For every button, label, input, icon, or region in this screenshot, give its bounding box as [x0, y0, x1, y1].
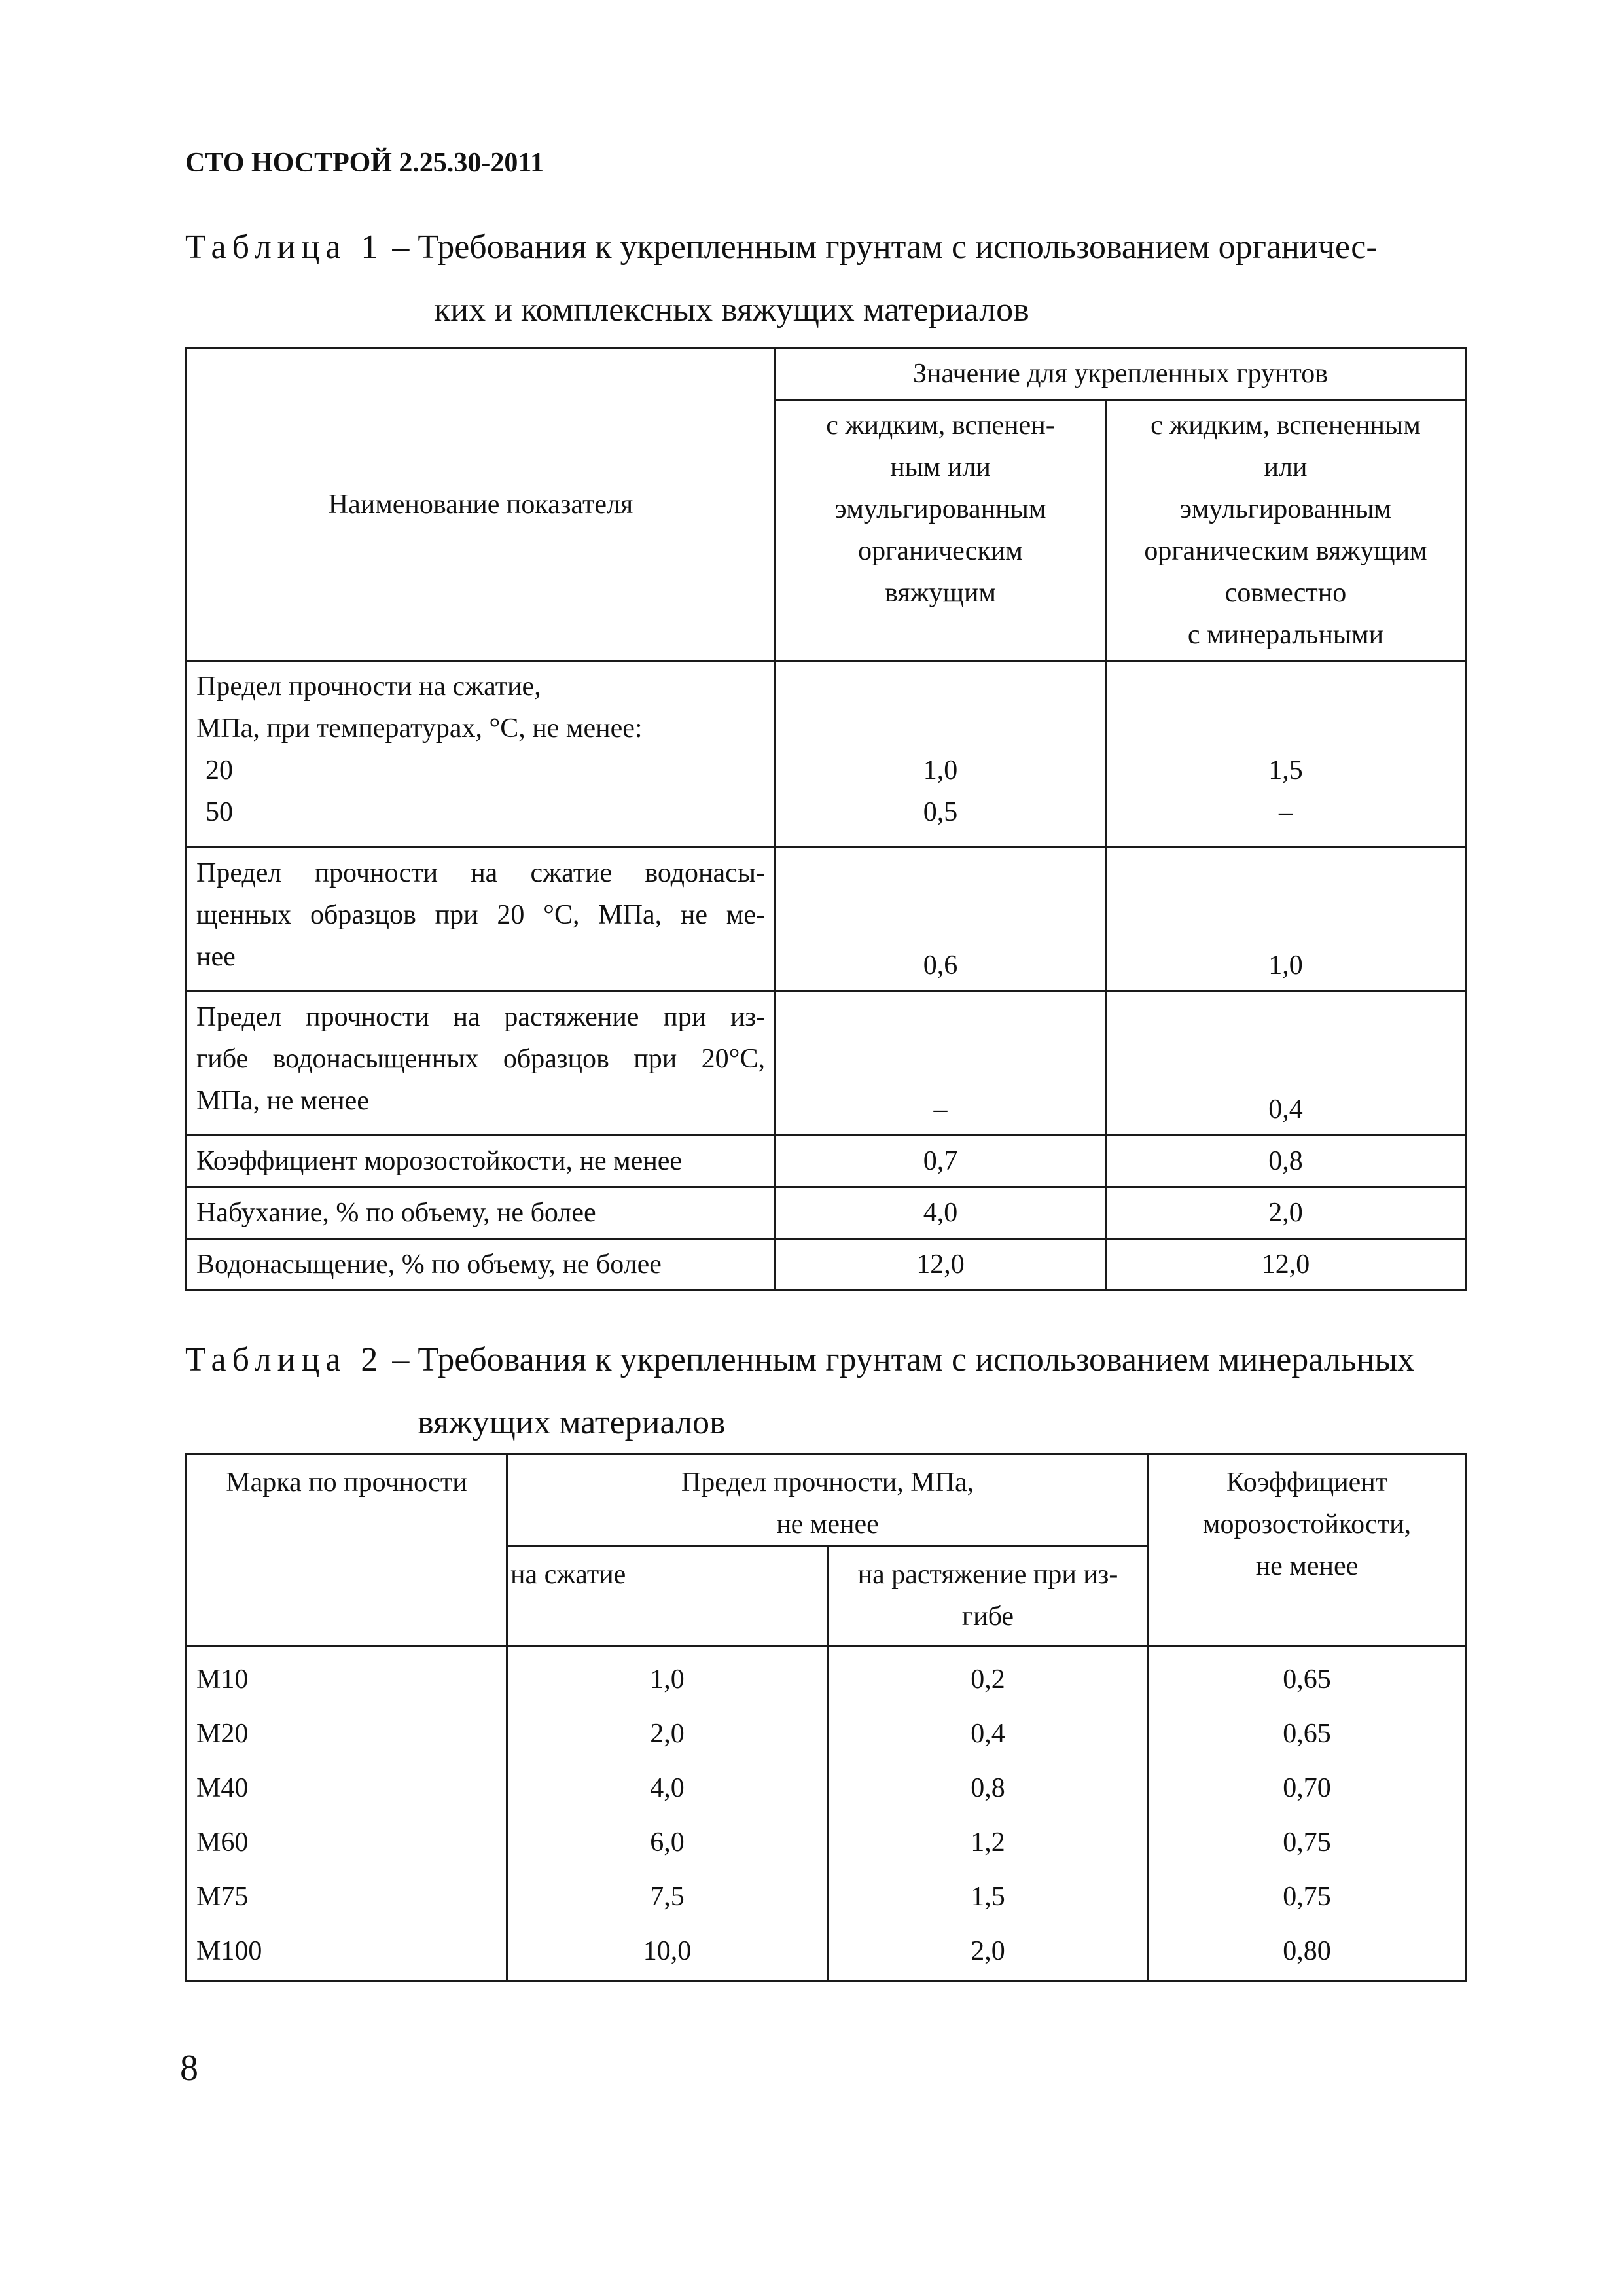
row-name-line: 20 — [205, 755, 233, 785]
row-name-cell: Коэффициент морозостойкости, не менее — [187, 1136, 776, 1187]
compress-cell: 10,0 — [643, 1936, 692, 1966]
row-name-cell — [187, 848, 776, 992]
row-value-b — [1106, 661, 1466, 848]
row-name-line: МПа, при температурах, °С, не менее: — [196, 713, 643, 744]
header-line: или — [1264, 452, 1308, 482]
row-value-a: 4,0 — [776, 1187, 1106, 1239]
compress-cell: 1,0 — [650, 1664, 685, 1695]
row-name-cell — [187, 992, 776, 1136]
table2-header-grade: Марка по прочности — [187, 1454, 507, 1647]
row-value-b: 2,0 — [1106, 1187, 1466, 1239]
header-line: органическим — [858, 536, 1023, 566]
table-row — [187, 1187, 1466, 1239]
value-line: 0,5 — [923, 797, 958, 827]
header-line: Предел прочности, МПа, — [681, 1467, 974, 1498]
table1-caption — [185, 216, 1465, 342]
header-line: совместно — [1224, 578, 1347, 608]
frost-cell: 0,65 — [1283, 1664, 1331, 1695]
table-row — [187, 992, 1466, 1136]
header-line: морозостойкости, — [1202, 1509, 1412, 1539]
header-line: ным или — [890, 452, 991, 482]
grade-cell: М10 — [196, 1664, 249, 1695]
grade-cell: М20 — [196, 1719, 249, 1749]
header-line: эмульгированным — [834, 494, 1046, 524]
row-value-b: 0,4 — [1106, 992, 1466, 1136]
table1-header-col-a — [776, 400, 1106, 661]
table2-caption-line1: – Требования к укрепленным грунтам с использованием минеральных — [383, 1341, 1415, 1378]
table2-caption-line2: вяжущих материалов — [418, 1404, 726, 1441]
header-line: органическим вяжущим — [1144, 536, 1427, 566]
table1-caption-label: Таблица 1 — [185, 228, 384, 266]
table2-compress-column — [507, 1647, 828, 1981]
header-line: не менее — [776, 1509, 879, 1539]
frost-cell: 0,80 — [1283, 1936, 1331, 1966]
header-line: Коэффициент — [1226, 1467, 1388, 1498]
table2-grades-column — [187, 1647, 507, 1981]
row-value-b: 0,8 — [1106, 1136, 1466, 1187]
value-line: 1,5 — [1268, 755, 1303, 785]
compress-cell: 7,5 — [650, 1882, 685, 1912]
row-value-a: – — [776, 992, 1106, 1136]
table-row — [187, 661, 1466, 848]
header-line: вяжущим — [884, 578, 996, 608]
frost-cell: 0,65 — [1283, 1719, 1331, 1749]
compress-cell: 4,0 — [650, 1773, 685, 1803]
row-name-cell: Набухание, % по объему, не более — [187, 1187, 776, 1239]
compress-cell: 2,0 — [650, 1719, 685, 1749]
grade-cell: М40 — [196, 1773, 249, 1803]
grade-cell: М75 — [196, 1882, 249, 1912]
table1-header-col-b — [1106, 400, 1466, 661]
frost-cell: 0,75 — [1283, 1882, 1331, 1912]
table2-bend-column — [828, 1647, 1149, 1981]
table2 — [185, 1453, 1467, 1982]
table1-header-group: Значение для укрепленных грунтов — [776, 348, 1466, 400]
row-name-cell: Водонасыщение, % по объему, не более — [187, 1239, 776, 1291]
bend-cell: 0,4 — [971, 1719, 1005, 1749]
table2-header-bend — [828, 1547, 1149, 1647]
row-name-line: Предел прочности на сжатие водонасы- — [196, 858, 765, 888]
bend-cell: 1,2 — [971, 1827, 1005, 1857]
row-value-b: 12,0 — [1106, 1239, 1466, 1291]
header-line: не менее — [1255, 1551, 1359, 1581]
bend-cell: 0,2 — [971, 1664, 1005, 1695]
row-name-line: Предел прочности на сжатие, — [196, 672, 541, 702]
row-name-cell — [187, 661, 776, 848]
table2-caption-label: Таблица 2 — [185, 1341, 384, 1378]
grade-cell: М60 — [196, 1827, 249, 1857]
table2-header-frost — [1149, 1454, 1466, 1647]
row-name-line: Предел прочности на растяжение при из- — [196, 1002, 765, 1032]
table2-header-strength — [507, 1454, 1149, 1547]
row-name-line: 50 — [205, 797, 233, 827]
row-value-a: 0,6 — [776, 848, 1106, 992]
table2-caption — [185, 1329, 1465, 1454]
row-name-line: щенных образцов при 20 °С, МПа, не ме- — [196, 900, 765, 930]
header-line: с жидким, вспененным — [1150, 410, 1421, 440]
table1-header-name: Наименование показателя — [187, 348, 776, 661]
value-line: – — [1279, 797, 1293, 827]
header-line: на растяжение при из- — [857, 1560, 1118, 1590]
grade-cell: М100 — [196, 1936, 262, 1966]
row-name-line: гибе водонасыщенных образцов при 20°С, — [196, 1044, 765, 1074]
page-number: 8 — [180, 2048, 198, 2089]
table-row — [187, 1136, 1466, 1187]
row-value-a: 12,0 — [776, 1239, 1106, 1291]
header-line: гибе — [961, 1602, 1014, 1632]
document-code: СТО НОСТРОЙ 2.25.30-2011 — [185, 148, 544, 178]
row-name-line: МПа, не менее — [196, 1086, 369, 1116]
bend-cell: 2,0 — [971, 1936, 1005, 1966]
frost-cell: 0,70 — [1283, 1773, 1331, 1803]
header-line: с жидким, вспенен- — [826, 410, 1055, 440]
table-row — [187, 1239, 1466, 1291]
table1 — [185, 347, 1467, 1291]
table2-frost-column — [1149, 1647, 1466, 1981]
bend-cell: 1,5 — [971, 1882, 1005, 1912]
table2-header-compress: на сжатие — [507, 1547, 828, 1647]
compress-cell: 6,0 — [650, 1827, 685, 1857]
table-row — [187, 848, 1466, 992]
table1-caption-line1: – Требования к укрепленным грунтам с использованием органичес- — [383, 228, 1378, 266]
row-value-a: 0,7 — [776, 1136, 1106, 1187]
value-line: 1,0 — [923, 755, 958, 785]
row-value-b: 1,0 — [1106, 848, 1466, 992]
row-value-a — [776, 661, 1106, 848]
table1-caption-line2: ких и комплексных вяжущих материалов — [434, 291, 1029, 329]
header-line: с минеральными — [1187, 620, 1384, 650]
row-name-line: нее — [196, 942, 236, 972]
bend-cell: 0,8 — [971, 1773, 1005, 1803]
header-line: эмульгированным — [1180, 494, 1391, 524]
frost-cell: 0,75 — [1283, 1827, 1331, 1857]
